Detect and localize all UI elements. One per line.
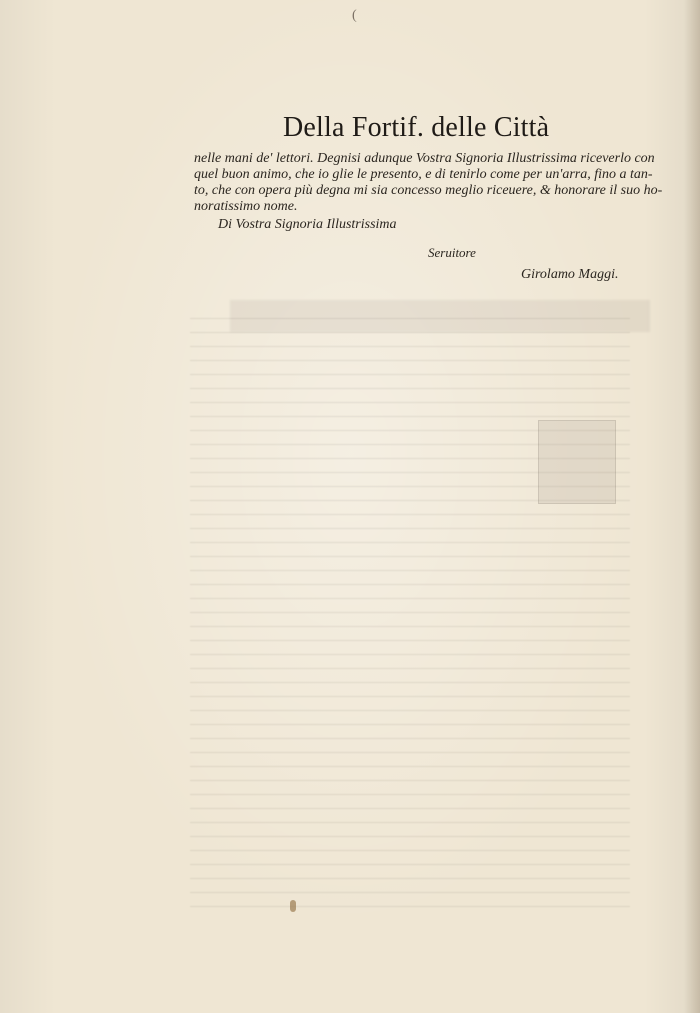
servant-label: Seruitore bbox=[428, 245, 476, 260]
top-mark: ( bbox=[352, 8, 357, 23]
bleed-through-initial bbox=[538, 420, 616, 504]
bleed-through-text bbox=[190, 318, 630, 908]
body-line: nelle mani de' lettori. Degnisi adunque Vostra Signoria Illustrissima riceverlo con bbox=[194, 151, 655, 166]
body-line: noratissimo nome. bbox=[194, 199, 298, 214]
body-paragraph bbox=[194, 151, 663, 215]
ink-stain bbox=[290, 900, 296, 912]
body-line: quel buon animo, che io glie le presento, e di tenirlo come per un'arra, fino a tan- bbox=[194, 167, 653, 182]
page-edge bbox=[684, 0, 700, 1013]
page-title: Della Fortif. delle Città bbox=[283, 112, 550, 143]
closing-salutation: Di Vostra Signoria Illustrissima bbox=[218, 217, 397, 232]
body-line: to, che con opera più degna mi sia concesso meglio riceuere, & honorare il suo ho- bbox=[194, 183, 663, 198]
author-signature: Girolamo Maggi. bbox=[521, 267, 619, 282]
